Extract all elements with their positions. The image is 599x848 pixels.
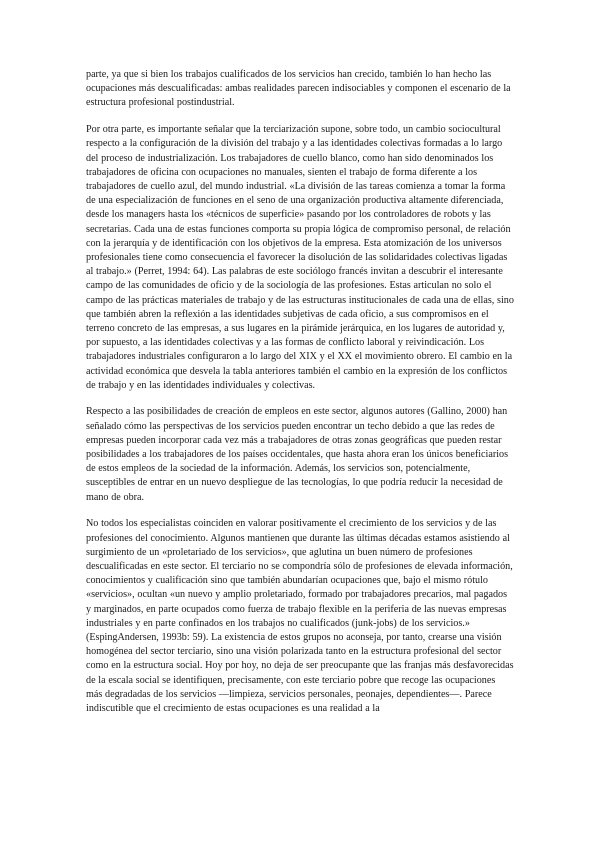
paragraph-3: Respecto a las posibilidades de creación de empleos en este sector, algunos autores (Gallino, 2000) han señalado cómo las perspectivas de los servicios pueden encontrar un techo debido a que las redes de empresas pueden incorporar cada vez más a trabajadores de otras zonas geográficas que pueden restar posibilidades a los trabajadores de los países occidentales, que hasta ahora eran los únicos beneficiarios de estos empleos de la sociedad de la información. Además, los servicios son, potencialmente, susceptibles de entrar en un nuevo despliegue de las tecnologías, lo que podría reducir la necesidad de mano de obra. (86, 406, 509, 503)
paragraph-4: No todos los especialistas coinciden en valorar positivamente el crecimiento de los servicios y de las profesiones del conocimiento. Algunos mantienen que durante las últimas décadas estamos asistiendo al surgimiento de un «proletariado de los servicios», que aglutina un buen número de profesiones descualificadas en este sector. El terciario no se compondría sólo de profesiones de elevada información, conocimientos y cualificación sino que también abundarían ocupaciones que, bajo el mismo rótulo «servicios», ocultan «un nuevo y amplio proletariado, formado por trabajadores precarios, mal pagados y marginados, en parte ocupados como fuerza de trabajo flexible en la periferia de las nuevas empresas industriales y en parte confinados en los trabajos no cualificados (junk-jobs) de los servicios.» (EspingAndersen, 1993b: 59). La existencia de estos grupos no aconseja, por tanto, crearse una visión homogénea del sector terciario, sino una visión polarizada tanto en la estructura profesional del sector como en la estructura social. Hoy por hoy, no deja de ser preocupante que las franjas más desfavorecidas de la escala social se identifiquen, precisamente, con este terciario pobre que recoge las ocupaciones más degradadas de los servicios —limpieza, servicios personales, peonajes, dependientes—. Parece indiscutible que el crecimiento de estas ocupaciones es una realidad a la (86, 518, 514, 715)
document-page (86, 68, 514, 716)
paragraph-2: Por otra parte, es importante señalar que la terciarización supone, sobre todo, un cambio sociocultural respecto a la configuración de la división del trabajo y a las identidades colectivas formadas a lo largo del proceso de industrialización. Los trabajadores de cuello blanco, como han sido denominados los trabajadores de oficina con ocupaciones no manuales, sienten el trabajo de forma diferente a los trabajadores de cuello azul, del mundo industrial. «La división de las tareas comienza a tomar la forma de una especialización de funciones en el seno de una organización productiva altamente diferenciada, desde los managers hasta los «técnicos de superficie» pasando por los controladores de robots y las secretarias. Cada una de estas funciones comporta su propia lógica de compromiso personal, de relación con la jerarquía y de identificación con los objetivos de la empresa. Esta atomización de los universos profesionales tiene como consecuencia el favorecer la disolución de las solidaridades colectivas ligadas al trabajo.» (Perret, 1994: 64). Las palabras de este sociólogo francés invitan a descubrir el interesante campo de las comunidades de oficio y de la sociología de las profesiones. Estas articulan no solo el campo de las prácticas materiales de trabajo y de las estructuras institucionales de cada una de ellas, sino que también abren la reflexión a las identidades subjetivas de cada oficio, a sus compromisos en el terreno concreto de las empresas, a sus lugares en la pirámide jerárquica, en los lugares de autoridad y, por supuesto, a las identidades colectivas y a las formas de conflicto laboral y reivindicación. Los trabajadores industriales configuraron a lo largo del XIX y el XX el movimiento obrero. El cambio en la actividad económica que desvela la tabla anteriores también el cambio en la expresión de los conflictos de trabajo y en las identidades individuales y colectivas. (86, 124, 514, 391)
paragraph-1: parte, ya que si bien los trabajos cualificados de los servicios han crecido, también lo han hecho las ocupaciones más descualificadas: ambas realidades parecen indisociables y componen el escenario de la estructura profesional postindustrial. (86, 69, 511, 109)
